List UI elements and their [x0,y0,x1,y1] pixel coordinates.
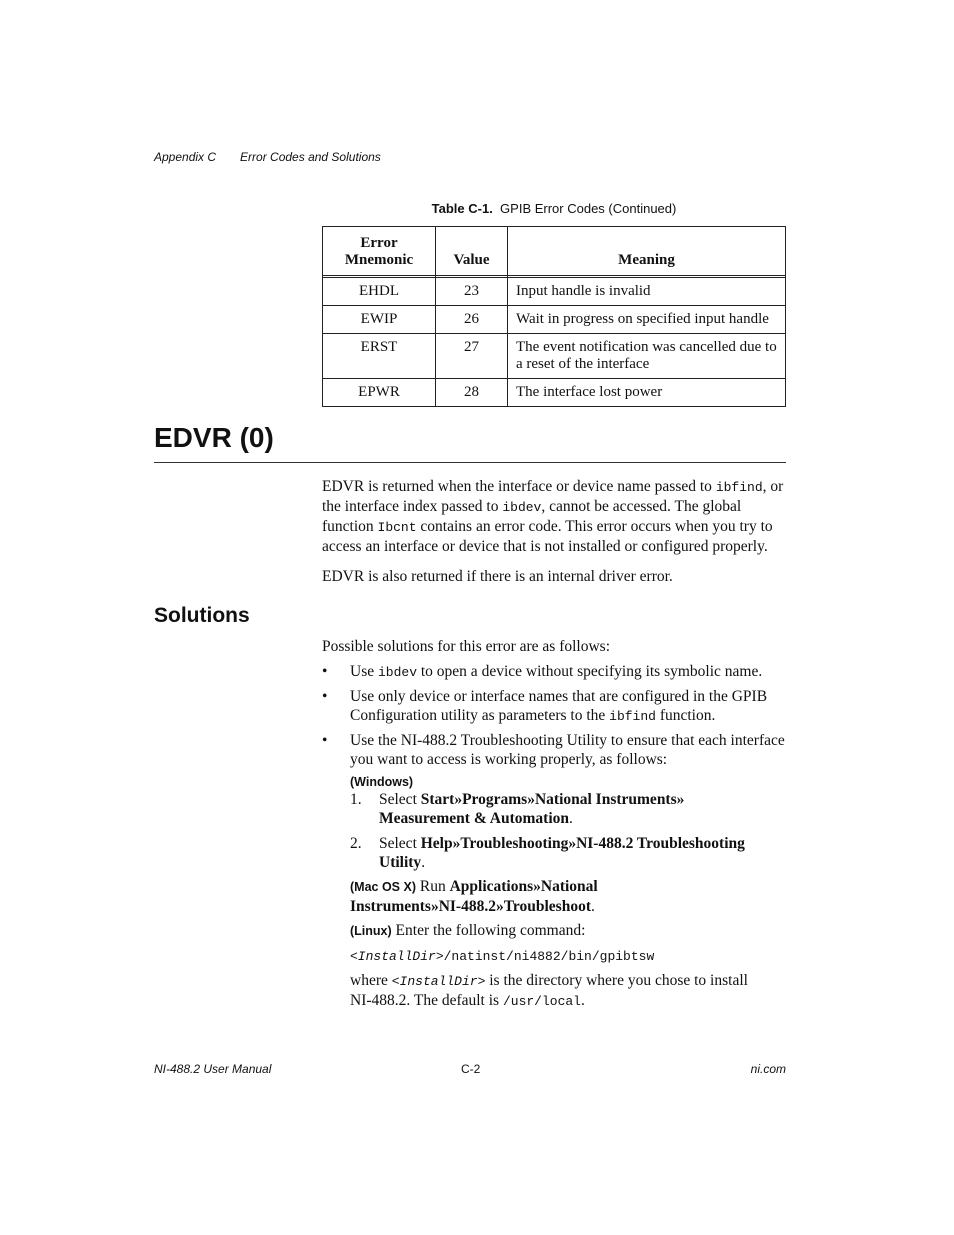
footer-site: ni.com [750,1062,786,1076]
list-item: • Use ibdev to open a device without specifying its symbolic name. [322,663,763,680]
cell-mnemonic: EPWR [323,379,436,407]
code-ibfind: ibfind [609,709,656,724]
solutions-intro: Possible solutions for this error are as follows: [322,638,611,655]
cell-value: 28 [436,379,508,407]
running-header [154,150,381,164]
cell-meaning: Wait in progress on specified input handle [508,306,786,334]
table-header-row [323,227,786,276]
bullet-icon: • [322,663,328,680]
menu-path: Start»Programs»National Instruments» Measurement & Automation [379,791,685,827]
linux-instruction: (Linux) Enter the following command: [350,922,586,939]
table-caption [322,201,786,216]
table-row [323,379,786,407]
menu-path: Applications»National Instruments»NI-488.2»Troubleshoot [350,878,598,915]
cell-mnemonic: EHDL [323,278,436,306]
cell-mnemonic: EWIP [323,306,436,334]
cell-meaning: The interface lost power [508,379,786,407]
step-item: 1. Select Start»Programs»National Instruments» Measurement & Automation. [350,791,685,827]
table-row [323,334,786,379]
windows-label: (Windows) [350,775,414,789]
appendix-label: Appendix C [154,150,217,164]
mac-instruction: (Mac OS X) Run Applications»National Instruments»NI-488.2»Troubleshoot. [350,878,598,915]
column-header-meaning: Meaning [508,227,786,276]
solutions-heading: Solutions [154,604,250,627]
cell-meaning: The event notification was cancelled due to a reset of the interface [508,334,786,379]
list-item: • Use the NI-488.2 Troubleshooting Utility to ensure that each interface you want to access is working properly, as follows: [322,732,785,768]
description-paragraph: EDVR is returned when the interface or device name passed to ibfind, or the interface index passed to ibdev, cannot be accessed. The global function Ibcnt contains an error code. This error occurs when you try to access an interface or device that is not installed or configured properly. [322,478,784,555]
bullet-icon: • [322,732,328,749]
menu-path: Help»Troubleshooting»NI-488.2 Troubleshooting Utility [379,835,745,871]
code-ibdev: ibdev [377,665,417,680]
install-dir-note: where <InstallDir> is the directory where you chose to install NI-488.2. The default is /usr/local. [350,972,748,1009]
code-ibdev: ibdev [502,500,542,515]
cell-mnemonic: ERST [323,334,436,379]
error-codes-table [322,226,786,407]
chapter-label: Error Codes and Solutions [240,150,381,164]
cell-value: 23 [436,278,508,306]
bullet-icon: • [322,688,328,705]
section-divider [154,462,786,463]
command-line: <InstallDir>/natinst/ni4882/bin/gpibtsw [350,949,655,964]
table-caption-text: GPIB Error Codes (Continued) [500,201,677,216]
table-row [323,278,786,306]
footer-page-number: C-2 [461,1062,481,1076]
list-item: • Use only device or interface names that are configured in the GPIB Configuration utility as parameters to the ibfind function. [322,688,768,724]
code-ibfind: ibfind [715,480,763,495]
column-header-mnemonic: Error Mnemonic [323,227,436,276]
section-title: EDVR (0) [154,422,274,453]
table-row [323,306,786,334]
mac-label: (Mac OS X) [350,880,416,894]
footer-manual-title: NI-488.2 User Manual [154,1062,272,1076]
internal-error-paragraph: EDVR is also returned if there is an internal driver error. [322,568,673,585]
table-caption-label: Table C-1. [431,201,493,216]
linux-label: (Linux) [350,924,392,938]
column-header-value: Value [436,227,508,276]
cell-meaning: Input handle is invalid [508,278,786,306]
cell-value: 26 [436,306,508,334]
code-ibcnt: Ibcnt [377,520,417,535]
cell-value: 27 [436,334,508,379]
step-item: 2. Select Help»Troubleshooting»NI-488.2 Troubleshooting Utility. [350,835,745,871]
